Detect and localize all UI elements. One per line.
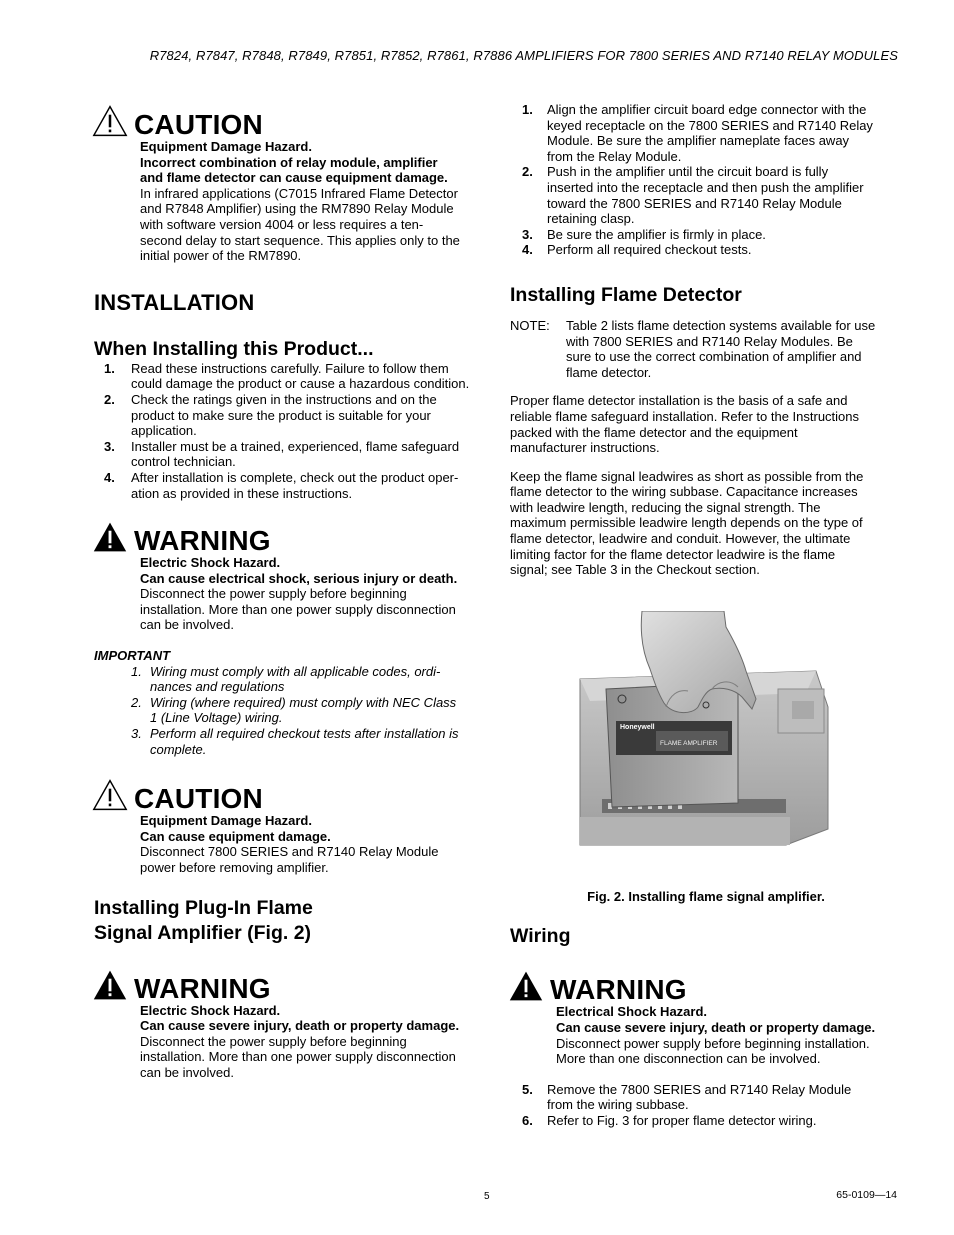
left-column [94, 100, 486, 1081]
document-code: 65-0109—14 [836, 1189, 897, 1201]
list-item: 3. Be sure the amplifier is firmly in place. [522, 226, 766, 242]
consequence-line: and flame detector can cause equipment damage. [140, 170, 448, 186]
warning-box-2 [94, 967, 486, 1081]
caution-triangle-icon [92, 103, 128, 139]
important-label: IMPORTANT [94, 648, 171, 664]
body-line: and R7848 Amplifier) using the RM7890 Relay Module [140, 201, 454, 217]
figure-caption: Fig. 2. Installing flame signal amplifier. [587, 888, 825, 904]
consequence-line: Can cause equipment damage. [140, 828, 331, 844]
body-line: installation. More than one power supply disconnection [140, 601, 456, 617]
amplifier-photo [546, 611, 850, 847]
hazard-text: Equipment Damage Hazard. [140, 139, 312, 154]
body-line: Disconnect the power supply before beginning [140, 586, 407, 602]
plugin-steps-list [510, 102, 902, 258]
body-line: can be involved. [140, 617, 234, 633]
body-line: More than one disconnection can be involved. [556, 1051, 821, 1067]
list-item: 2. Push in the amplifier until the circuit board is fully inserted into the receptacle and then push the amplifier toward the 7800 SERIES and R7140 Relay Module retaining clasp. [522, 164, 864, 227]
note-line: with 7800 SERIES and R7140 Relay Modules. Be [566, 333, 853, 349]
note-line: sure to use the correct combination of amplifier and [566, 349, 862, 365]
page-number: 5 [484, 1191, 490, 1202]
body-line: In infrared applications (C7015 Infrared Flame Detector [140, 185, 458, 201]
brand-label: Honeywell [620, 723, 655, 731]
warning-box-3 [510, 968, 902, 1066]
right-column [510, 100, 902, 1129]
list-item: 5. Remove the 7800 SERIES and R7140 Relay Module from the wiring subbase. [522, 1081, 852, 1113]
amplifier-label: FLAME AMPLIFIER [660, 739, 718, 747]
body-line: with software version 4004 or less requires a ten- [140, 216, 424, 232]
flame-detector-heading: Installing Flame Detector [510, 283, 742, 306]
caution-box-2 [94, 777, 486, 875]
list-item: 3. Perform all required checkout tests after installation is complete. [131, 726, 459, 757]
hazard-text: Electric Shock Hazard. [140, 1002, 281, 1018]
caution-box-1 [94, 103, 486, 264]
body-line: installation. More than one power supply disconnection [140, 1049, 456, 1065]
body-line: second delay to start sequence. This applies only to the [140, 232, 460, 248]
warning-triangle-icon [508, 968, 544, 1004]
consequence-line: Can cause severe injury, death or property damage. [556, 1020, 876, 1036]
body-line: initial power of the RM7890. [140, 248, 302, 264]
body-line: Disconnect power supply before beginning installation. [556, 1035, 870, 1051]
warning-triangle-icon [92, 519, 128, 555]
caution-title: CAUTION [134, 109, 263, 140]
consequence-line: Can cause electrical shock, serious injury or death. [140, 570, 458, 586]
list-item: 1. Align the amplifier circuit board edge connector with the keyed receptacle on the 7800 SERIES and R7140 Relay Module. Be sure the amplifier nameplate faces away from the Relay Module. [522, 102, 873, 164]
list-item: 6. Refer to Fig. 3 for proper flame detector wiring. [522, 1113, 817, 1128]
note-line: flame detector. [566, 364, 652, 380]
note-block [510, 318, 902, 380]
body-line: Disconnect 7800 SERIES and R7140 Relay Module [140, 844, 439, 860]
body-line: power before removing amplifier. [140, 860, 329, 875]
hazard-text: Electrical Shock Hazard. [556, 1004, 708, 1020]
consequence-line: Can cause severe injury, death or property damage. [140, 1018, 460, 1034]
when-installing-heading: When Installing this Product... [94, 337, 374, 360]
body-line: Disconnect the power supply before beginning [140, 1033, 407, 1049]
note-line: Table 2 lists flame detection systems available for use [566, 317, 876, 333]
warning-title: WARNING [134, 972, 271, 1004]
running-header: R7824, R7847, R7848, R7849, R7851, R7852, R7861, R7886 AMPLIFIERS FOR 7800 SERIES AND R7140 RELAY MODULES [149, 48, 898, 63]
note-label: NOTE: [510, 317, 550, 333]
important-list [94, 664, 486, 758]
list-item: 1. Read these instructions carefully. Failure to follow them could damage the product or cause a hazardous condition. [104, 360, 470, 392]
list-item: 2. Wiring (where required) must comply with NEC Class 1 (Line Voltage) wiring. [131, 694, 457, 726]
install-steps-list [94, 361, 486, 501]
detector-paragraph-2: Keep the flame signal leadwires as short as possible from the flame detector to the wiring subbase. Capacitance increases with leadwire length, reducing the signal strength. The maximum permissible leadwire length depends on the type of flame detector, leadwire and conduit. However, the ultimate limiting factor for the flame detector leadwire is the flame signal; see Table 3 in the Checkout section. [510, 468, 864, 578]
hazard-text: Electric Shock Hazard. [140, 555, 281, 571]
warning-title: WARNING [134, 525, 271, 557]
list-item: 2. Check the ratings given in the instructions and on the product to make sure the product is suitable for your application. [104, 391, 437, 439]
wiring-steps-list [510, 1082, 902, 1129]
hazard-text: Equipment Damage Hazard. [140, 813, 312, 829]
warning-triangle-icon [92, 967, 128, 1003]
plugin-amplifier-heading: Installing Plug-In Flame Signal Amplifier (Fig. 2) [94, 896, 313, 944]
warning-box-1 [94, 519, 486, 633]
installation-heading: INSTALLATION [94, 289, 255, 315]
list-item: 4. After installation is complete, check out the product oper- ation as provided in these instructions. [104, 469, 459, 501]
caution-title: CAUTION [134, 783, 263, 815]
body-line: can be involved. [140, 1064, 234, 1080]
list-item: 1. Wiring must comply with all applicable codes, ordi- nances and regulations [131, 663, 441, 695]
list-item: 4. Perform all required checkout tests. [522, 242, 752, 258]
warning-title: WARNING [550, 974, 687, 1006]
wiring-heading: Wiring [510, 925, 571, 948]
list-item: 3. Installer must be a trained, experienced, flame safeguard control technician. [104, 438, 460, 470]
detector-paragraph-1: Proper flame detector installation is the basis of a safe and reliable flame safeguard installation. Refer to the Instructions packed with the flame detector and the equipment manufacturer instructions. [510, 393, 860, 456]
consequence-line: Incorrect combination of relay module, amplifier [140, 154, 438, 170]
caution-triangle-icon [92, 777, 128, 813]
